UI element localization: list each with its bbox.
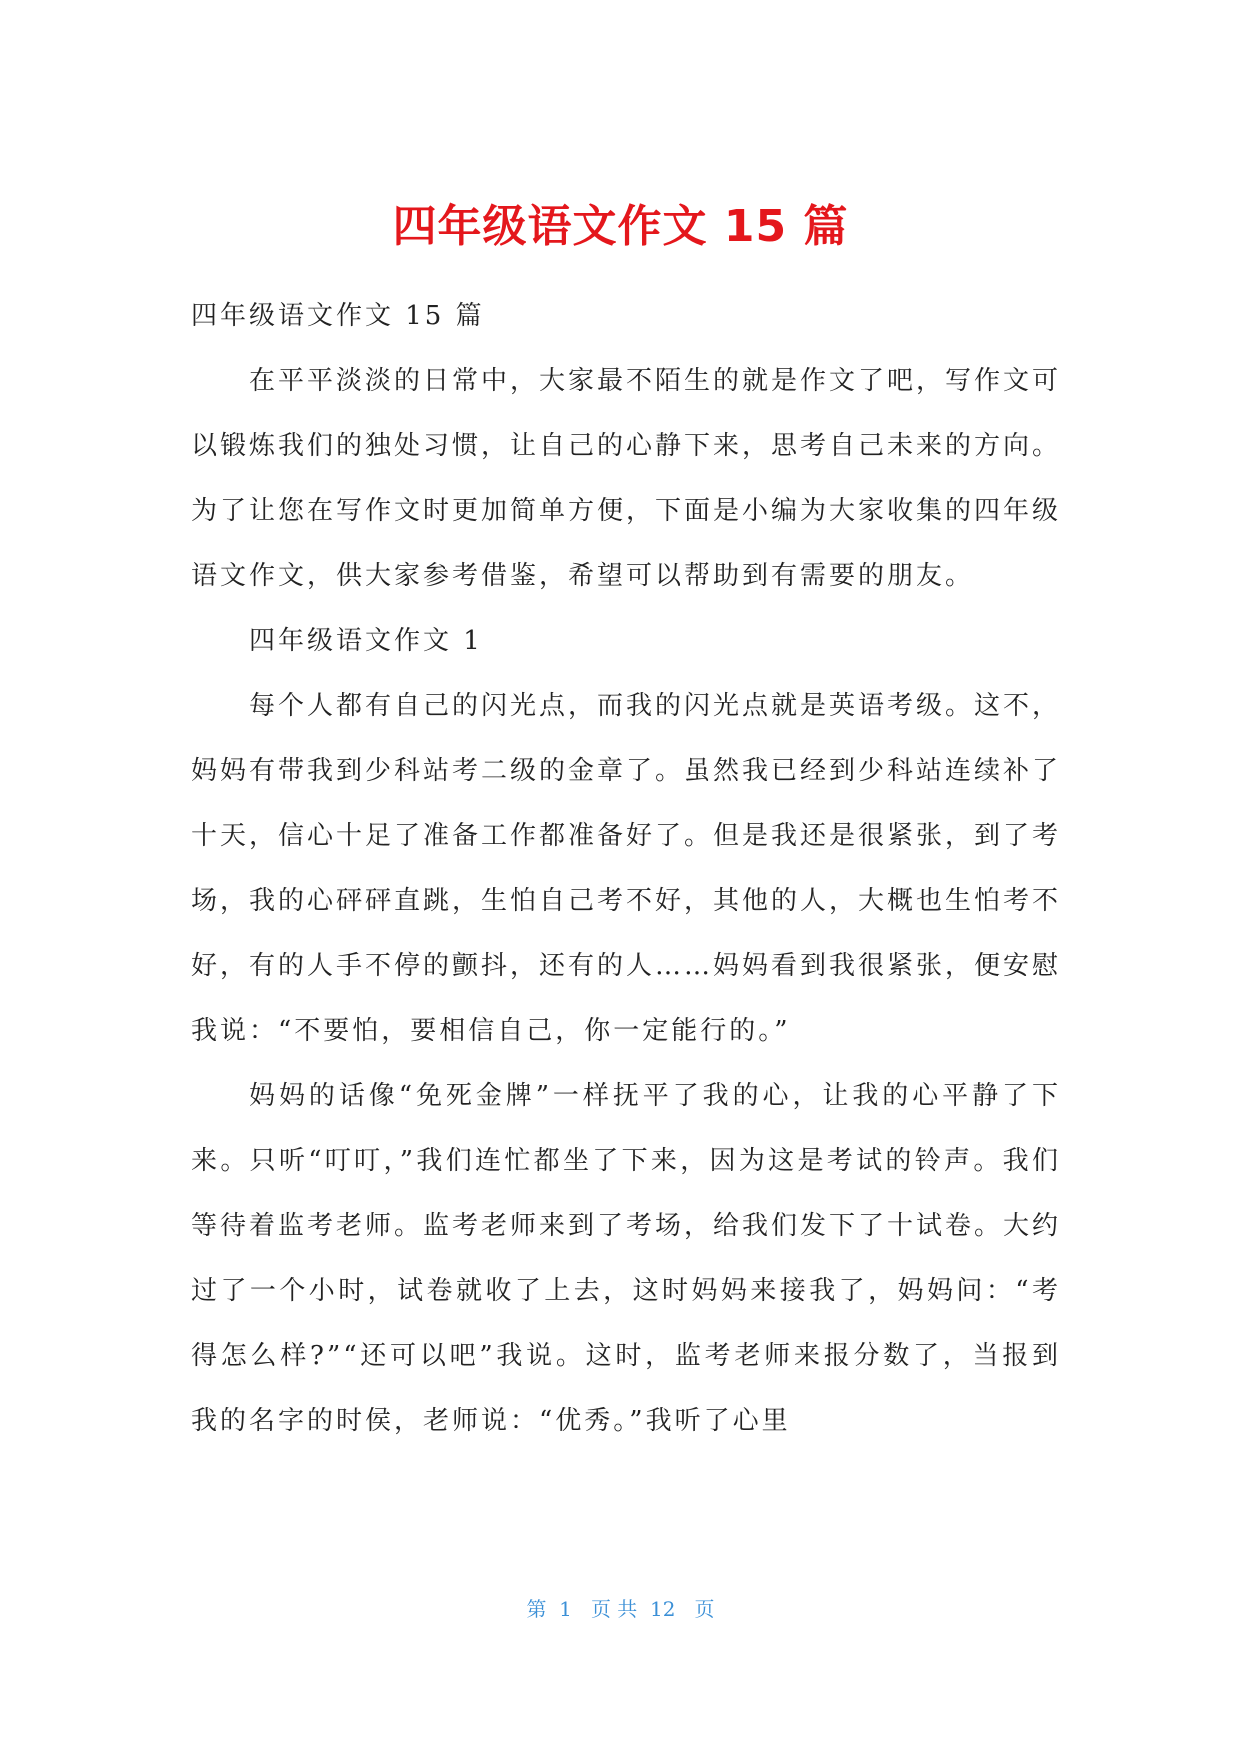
- page-number-footer: 第 1 页 共 12 页: [526, 1597, 715, 1621]
- document-title: 四年级语文作文 15 篇: [392, 201, 849, 252]
- body-paragraph: 每个人都有自己的闪光点，而我的闪光点就是英语考级。这不，妈妈有带我到少科站考二级的金章了。虽然我已经到少科站连续补了十天，信心十足了准备工作都准备好了。但是我还是很紧张，到了考场，我的心砰砰直跳，生怕自己考不好，其他的人，大概也生怕考不好，有的人手不停的颤抖，还有的人……妈妈看到我很紧张，便安慰我说：“不要怕，要相信自己，你一定能行的。”: [191, 691, 1062, 1046]
- intro-paragraph: 在平平淡淡的日常中，大家最不陌生的就是作文了吧，写作文可以锻炼我们的独处习惯，让自己的心静下来，思考自己未来的方向。为了让您在写作文时更加简单方便，下面是小编为大家收集的四年级语文作文，供大家参考借鉴，希望可以帮助到有需要的朋友。: [191, 366, 1062, 591]
- document-body: [191, 284, 1061, 1454]
- section-heading: 四年级语文作文 1: [249, 626, 483, 656]
- document-subtitle: 四年级语文作文 15 篇: [191, 301, 485, 331]
- body-paragraph: 妈妈的话像“免死金牌”一样抚平了我的心，让我的心平静了下来。只听“叮叮，”我们连忙都坐了下来，因为这是考试的铃声。我们等待着监考老师。监考老师来到了考场，给我们发下了十试卷。大约过了一个小时，试卷就收了上去，这时妈妈来接我了，妈妈问：“考得怎么样?”“还可以吧”我说。这时，监考老师来报分数了，当报到我的名字的时侯，老师说：“优秀。”我听了心里: [191, 1081, 1062, 1436]
